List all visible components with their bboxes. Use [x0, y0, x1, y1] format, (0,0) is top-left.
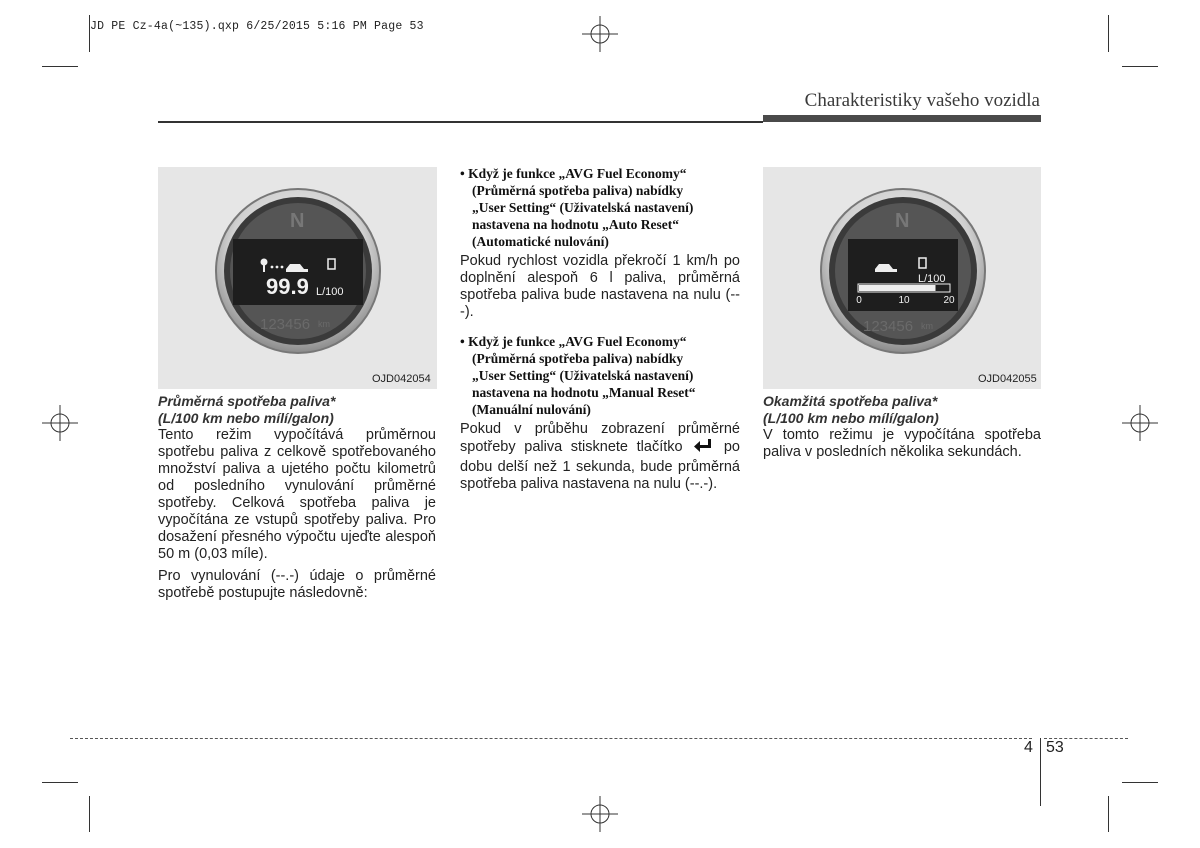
body-paragraph: Tento režim vypočítává průměrnou spotřebu paliva z celkově spotřebovaného množství paliva a ujetého počtu kilometrů od posledního vynulování průměrné spotřeby. Celková spotřeba paliva je vypočítána ze vstupů spotřeby paliva. Pro dosažení přesného výpočtu ujeďte alespoň 50 m (0,03 míle).	[158, 427, 436, 562]
registration-mark-bottom	[582, 796, 618, 832]
bullet-line: • Když je funkce „AVG Fuel Economy“	[460, 334, 687, 349]
figure-avg-fuel-economy	[158, 167, 437, 389]
caption-line: (L/100 km nebo mílí/galon)	[158, 410, 334, 426]
bar-tick-label: 0	[856, 295, 862, 306]
odometer-unit: km	[921, 321, 933, 331]
display-unit: L/100	[918, 273, 946, 285]
text-segment: Pokud v průběhu zobrazení průměrné spotřeby paliva stisknete tlačítko	[460, 421, 740, 455]
svg-text:N: N	[895, 210, 910, 232]
bullet-line: nastavena na hodnotu „Manual Reset“	[472, 385, 696, 400]
bullet-line: (Průměrná spotřeba paliva) nabídky	[472, 183, 684, 198]
body-paragraph: V tomto režimu je vypočítána spotřeba paliva v posledních několika sekundách.	[763, 427, 1041, 460]
enter-arrow-icon	[693, 438, 713, 459]
bullet-line: „User Setting“ (Uživatelská nastavení)	[472, 200, 694, 215]
bullet-manual-reset	[460, 333, 740, 418]
gauge-display-instant	[763, 167, 1041, 389]
header-bar	[763, 115, 1041, 122]
display-unit: L/100	[316, 286, 344, 298]
odometer-value: 123456	[863, 318, 914, 335]
body-paragraph: Pro vynulování (--.-) údaje o průměrné spotřebě postupujte následovně:	[158, 568, 436, 601]
bar-tick-label: 20	[943, 295, 955, 306]
chapter-number: 4	[1024, 739, 1033, 756]
figure-instant-fuel-economy	[763, 167, 1041, 389]
body-paragraph: Pokud rychlost vozidla překročí 1 km/h po doplnění alespoň 6 l paliva, průměrná spotřeba paliva bude nastavena na nulu (---).	[460, 253, 740, 320]
page-number-separator	[1040, 738, 1041, 806]
figure-code: OJD042055	[978, 373, 1037, 385]
bullet-line: (Automatické nulování)	[472, 234, 609, 249]
footer-rule	[70, 738, 1032, 739]
bar-tick-label: 10	[898, 295, 910, 306]
registration-mark-right	[1122, 405, 1158, 441]
print-slug: JD PE Cz-4a(~135).qxp 6/25/2015 5:16 PM Page 53	[90, 20, 424, 33]
header-rule	[158, 121, 763, 123]
gauge-display-avg	[158, 167, 437, 389]
bullet-line: nastavena na hodnotu „Auto Reset“	[472, 217, 680, 232]
consumption-bar-fill	[859, 285, 936, 291]
svg-text:N: N	[290, 210, 305, 232]
figure-code: OJD042054	[372, 373, 431, 385]
caption-line: Průměrná spotřeba paliva*	[158, 393, 336, 409]
registration-mark-left	[42, 405, 78, 441]
bullet-line: (Průměrná spotřeba paliva) nabídky	[472, 351, 684, 366]
bullet-line: „User Setting“ (Uživatelská nastavení)	[472, 368, 694, 383]
text-segment: po dobu delší než 1 sekunda, bude průměrná spotřeba paliva nastavena na nulu (--.-).	[460, 439, 740, 492]
registration-mark-top	[582, 16, 618, 52]
caption-line: (L/100 km nebo mílí/galon)	[763, 410, 939, 426]
bullet-line: • Když je funkce „AVG Fuel Economy“	[460, 166, 687, 181]
odometer-value: 123456	[260, 316, 311, 333]
bullet-line: (Manuální nulování)	[472, 402, 591, 417]
body-paragraph	[460, 421, 740, 493]
caption-line: Okamžitá spotřeba paliva*	[763, 393, 938, 409]
display-value: 99.9	[266, 274, 309, 299]
section-title: Charakteristiky vašeho vozidla	[804, 90, 1040, 111]
odometer-unit: km	[318, 319, 330, 329]
page-number: 53	[1046, 739, 1064, 756]
bullet-auto-reset	[460, 165, 740, 250]
